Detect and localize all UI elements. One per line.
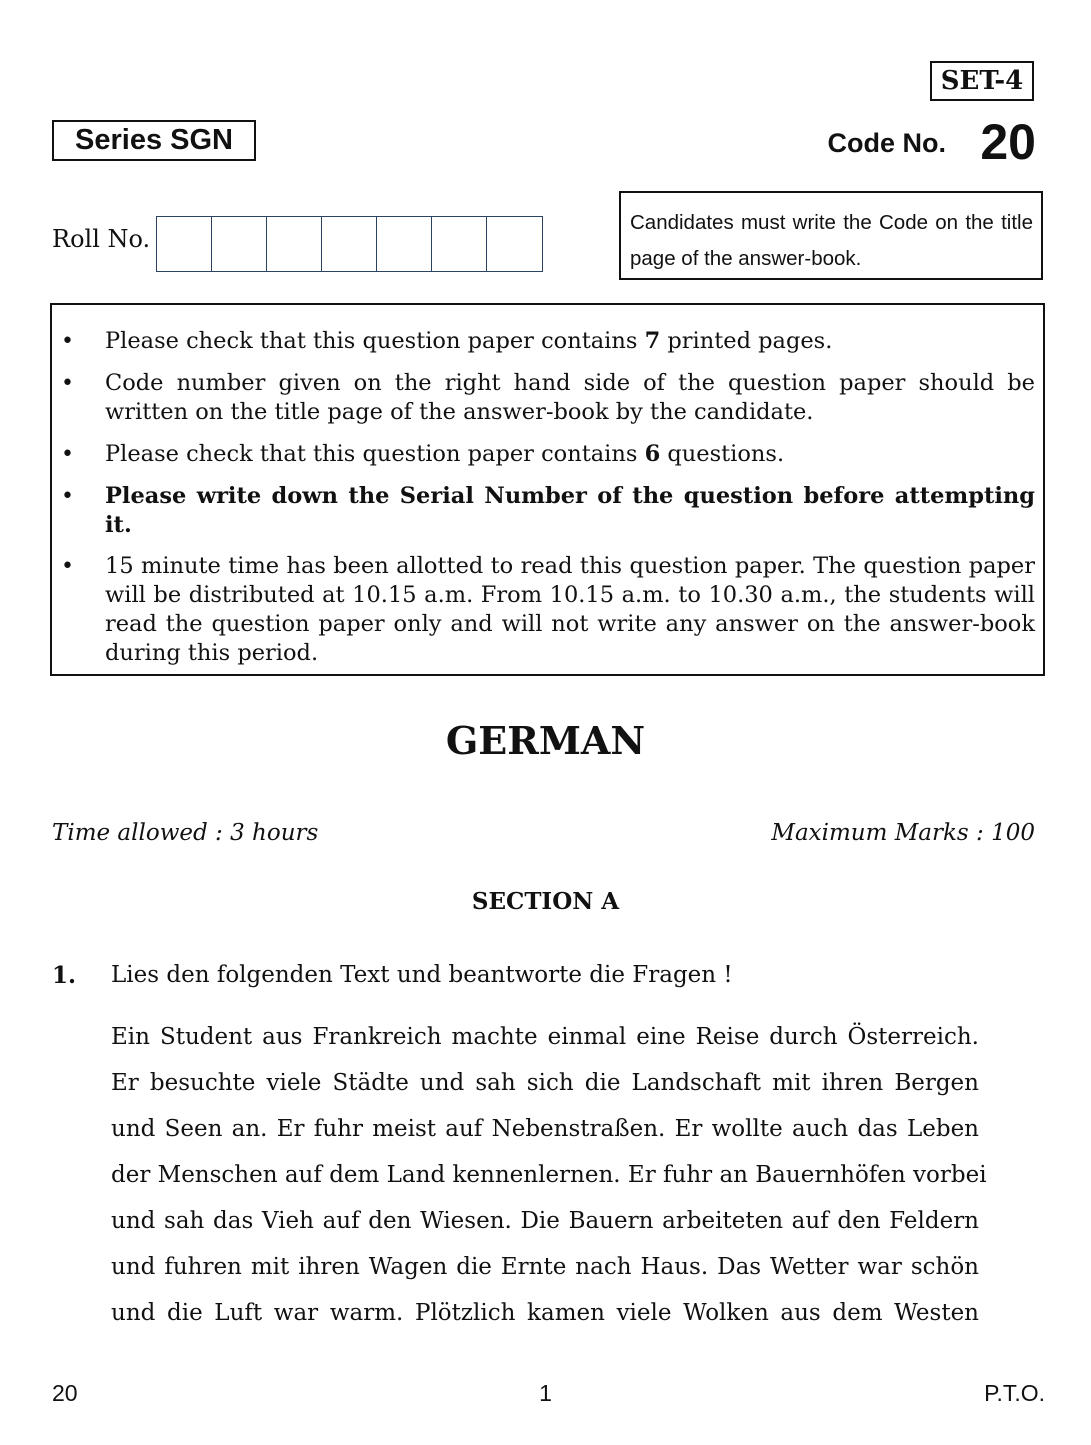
bullet-icon: • (61, 554, 74, 579)
roll-number-cell[interactable] (487, 217, 542, 271)
instruction-text: Please write down the Serial Number of the question before attempting it. (105, 483, 1035, 538)
subject-title: GERMAN (445, 718, 646, 763)
candidate-note: Candidates must write the Code on the title page of the answer-book. (619, 191, 1043, 280)
passage-line: und fuhren mit ihren Wagen die Ernte nach Haus. Das Wetter war schön (111, 1254, 979, 1280)
roll-number-cell[interactable] (212, 217, 267, 271)
code-label: Code No. (827, 128, 946, 158)
roll-number-cell[interactable] (432, 217, 487, 271)
question-prompt: Lies den folgenden Text und beantworte die Fragen ! (111, 962, 733, 988)
roll-number-cell[interactable] (267, 217, 322, 271)
code-number: 20 (980, 114, 1036, 170)
pto-label: P.T.O. (984, 1380, 1045, 1406)
passage-line: Ein Student aus Frankreich machte einmal eine Reise durch Österreich. (111, 1024, 979, 1050)
instruction-text: Please check that this question paper contains 7 printed pages. (105, 328, 833, 354)
roll-number-boxes (156, 216, 543, 272)
footer-code: 20 (52, 1380, 78, 1406)
bullet-icon: • (61, 371, 74, 396)
instruction-text: Code number given on the right hand side of the question paper should be written on the title page of the answer-book by the candidate. (105, 370, 1035, 425)
time-allowed: Time allowed : 3 hours (52, 820, 319, 846)
bullet-icon: • (61, 329, 74, 354)
set-label: SET-4 (930, 61, 1034, 101)
series-label: Series SGN (52, 120, 256, 161)
section-heading: SECTION A (471, 888, 620, 915)
instructions-box (50, 303, 1045, 676)
roll-number-cell[interactable] (377, 217, 432, 271)
instruction-text: 15 minute time has been allotted to read this question paper. The question paper will be distributed at 10.15 a.m. From 10.15 a.m. to 10.30 a.m., the students will read the question paper only and will not write any answer on the answer-book during this period. (105, 553, 1035, 666)
instruction-text: Please check that this question paper contains 6 questions. (105, 441, 785, 467)
maximum-marks: Maximum Marks : 100 (771, 820, 1035, 846)
roll-number-cell[interactable] (157, 217, 212, 271)
passage-line: und die Luft war warm. Plötzlich kamen viele Wolken aus dem Westen (111, 1300, 979, 1326)
bullet-icon: • (61, 442, 74, 467)
passage-line: Er besuchte viele Städte und sah sich die Landschaft mit ihren Bergen (111, 1070, 979, 1096)
reading-passage (111, 1020, 987, 1342)
passage-line: und Seen an. Er fuhr meist auf Nebenstraßen. Er wollte auch das Leben (111, 1116, 979, 1142)
question-number: 1. (52, 962, 77, 989)
page-number: 1 (539, 1380, 552, 1406)
roll-number-label: Roll No. (52, 225, 151, 253)
bullet-icon: • (61, 484, 74, 509)
passage-line: und sah das Vieh auf den Wiesen. Die Bauern arbeiteten auf den Feldern (111, 1208, 979, 1234)
roll-number-cell[interactable] (322, 217, 377, 271)
passage-line: der Menschen auf dem Land kennenlernen. Er fuhr an Bauernhöfen vorbei (111, 1162, 987, 1188)
